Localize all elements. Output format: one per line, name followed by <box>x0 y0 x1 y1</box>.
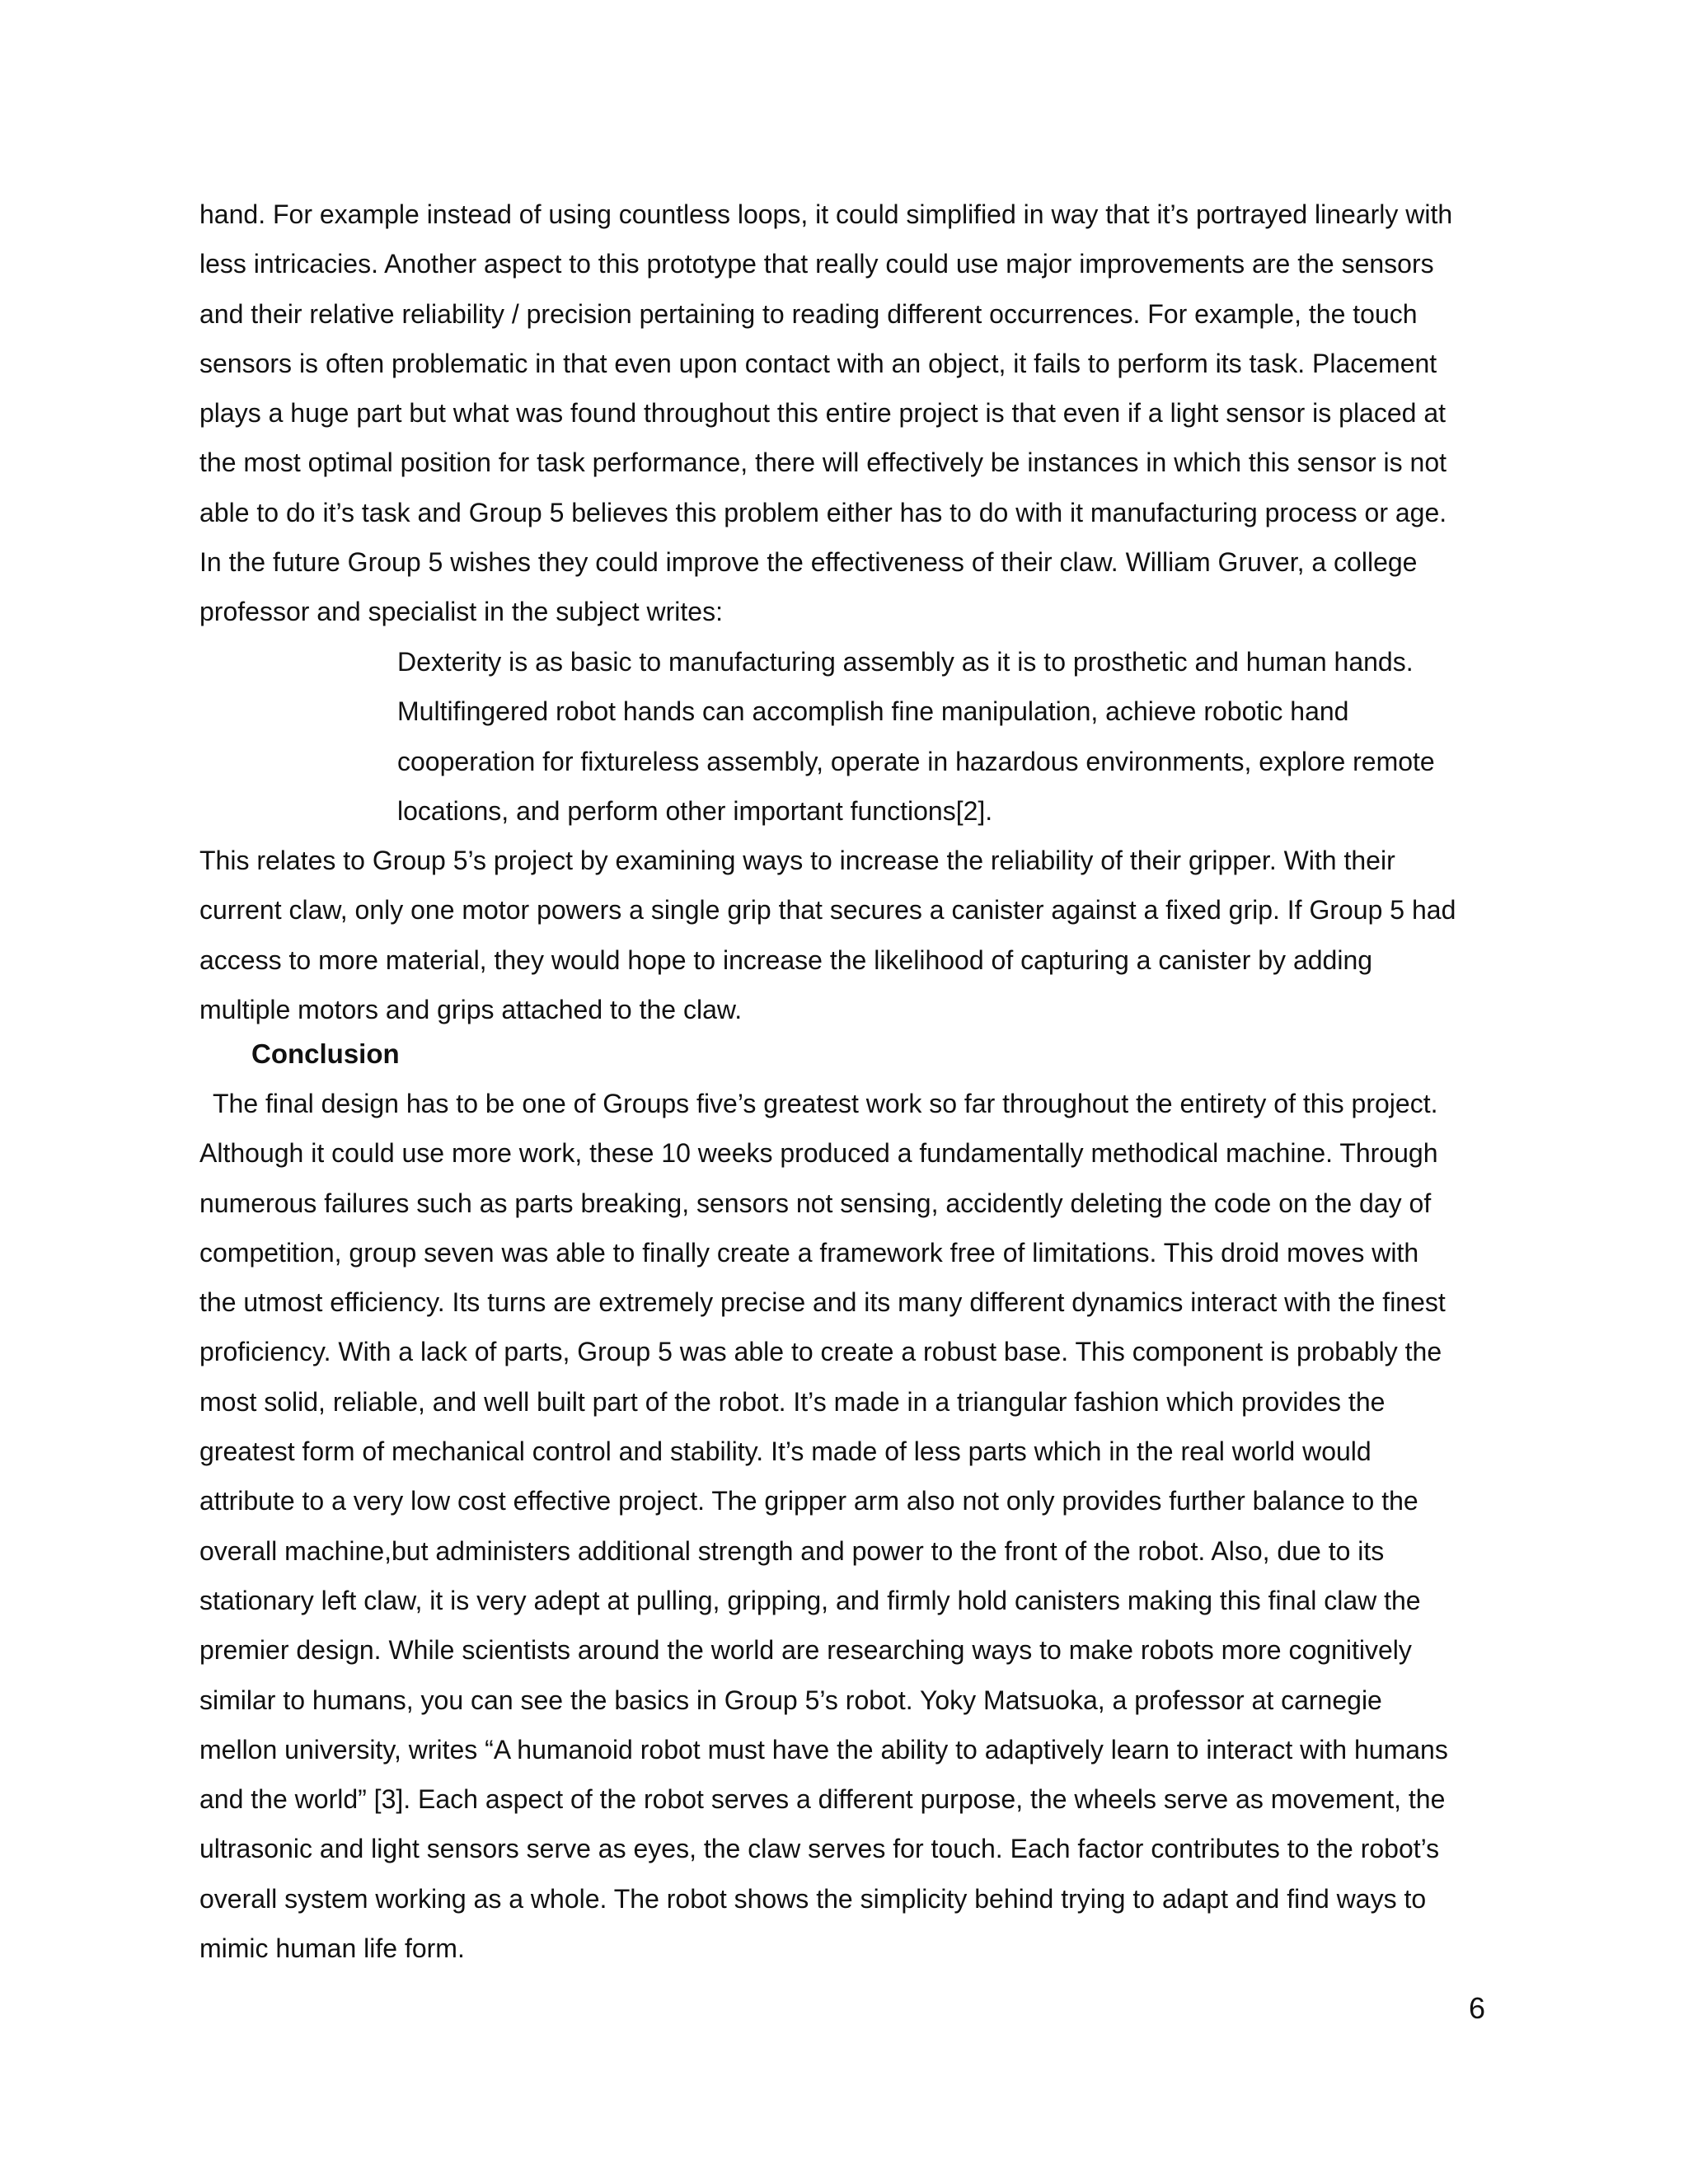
conclusion-heading: Conclusion <box>251 1038 400 1069</box>
text-line: stationary left claw, it is very adept at pulling, gripping, and firmly hold canisters making this final claw the <box>199 1585 1421 1615</box>
quote-line: Multifingered robot hands can accomplish fine manipulation, achieve robotic hand <box>397 696 1349 727</box>
conclusion-paragraph <box>199 1079 1485 1973</box>
text-line: sensors is often problematic in that even upon contact with an object, it fails to perform its task. Placement <box>199 348 1437 378</box>
page-number: 6 <box>1468 1991 1485 2025</box>
text-line: mimic human life form. <box>199 1933 465 1964</box>
text-line: proficiency. With a lack of parts, Group 5 was able to create a robust base. This component is probably the <box>199 1337 1442 1367</box>
text-line: Although it could use more work, these 10 weeks produced a fundamentally methodical machine. Through <box>199 1138 1438 1169</box>
paragraph-hardware-limitations <box>199 190 1485 637</box>
text-line: multiple motors and grips attached to the claw. <box>199 994 743 1024</box>
text-line: and the world” [3]. Each aspect of the robot serves a different purpose, the wheels serve as movement, the <box>199 1784 1446 1815</box>
text-line: ultrasonic and light sensors serve as eyes, the claw serves for touch. Each factor contributes to the robot’s <box>199 1834 1440 1864</box>
text-line: hand. For example instead of using countless loops, it could simplified in way that it’s portrayed linearly with <box>199 199 1453 229</box>
text-line: overall system working as a whole. The robot shows the simplicity behind trying to adapt and find ways to <box>199 1883 1427 1914</box>
text-line: competition, group seven was able to finally create a framework free of limitations. This droid moves with <box>199 1237 1419 1268</box>
text-line: numerous failures such as parts breaking, sensors not sensing, accidently deleting the code on the day of <box>199 1188 1432 1218</box>
text-line: In the future Group 5 wishes they could improve the effectiveness of their claw. William Gruver, a college <box>199 547 1418 578</box>
quote-line: locations, and perform other important functions[2]. <box>397 795 993 826</box>
paragraph-gripper-reliability <box>199 836 1485 1034</box>
text-line: This relates to Group 5’s project by examining ways to increase the reliability of their gripper. With their <box>199 846 1395 875</box>
text-line: access to more material, they would hope to increase the likelihood of capturing a canister by adding <box>199 944 1373 975</box>
text-line: overall machine,but administers additional strength and power to the front of the robot. Also, due to its <box>199 1535 1385 1566</box>
text-line: less intricacies. Another aspect to this prototype that really could use major improvements are the sensors <box>199 249 1434 279</box>
text-line: able to do it’s task and Group 5 believes this problem either has to do with it manufacturing process or age. <box>199 497 1447 527</box>
block-quote <box>397 637 1485 836</box>
text-line: plays a huge part but what was found throughout this entire project is that even if a light sensor is placed at <box>199 398 1447 429</box>
quote-line: Dexterity is as basic to manufacturing assembly as it is to prosthetic and human hands. <box>397 647 1414 677</box>
quote-line: cooperation for fixtureless assembly, operate in hazardous environments, explore remote <box>397 746 1435 776</box>
text-line: most solid, reliable, and well built part of the robot. It’s made in a triangular fashion which provides the <box>199 1386 1386 1417</box>
text-line: mellon university, writes “A humanoid robot must have the ability to adaptively learn to interact with humans <box>199 1734 1448 1765</box>
text-line: similar to humans, you can see the basics in Group 5’s robot. Yoky Matsuoka, a professor at carnegie <box>199 1685 1382 1715</box>
text-line: the utmost efficiency. Its turns are extremely precise and its many different dynamics interact with the finest <box>199 1287 1446 1318</box>
text-line: professor and specialist in the subject writes: <box>199 597 723 627</box>
text-line: the most optimal position for task performance, there will effectively be instances in which this sensor is not <box>199 448 1447 478</box>
text-line: attribute to a very low cost effective project. The gripper arm also not only provides further balance to the <box>199 1486 1418 1516</box>
text-line: greatest form of mechanical control and stability. It’s made of less parts which in the real world would <box>199 1436 1372 1467</box>
text-line: and their relative reliability / precision pertaining to reading different occurrences. For example, the touch <box>199 298 1418 329</box>
text-line: current claw, only one motor powers a single grip that secures a canister against a fixed grip. If Group 5 had <box>199 895 1456 926</box>
text-line: premier design. While scientists around the world are researching ways to make robots more cognitively <box>199 1635 1412 1666</box>
text-line: The final design has to be one of Groups five’s greatest work so far throughout the entirety of this project. <box>213 1089 1438 1118</box>
